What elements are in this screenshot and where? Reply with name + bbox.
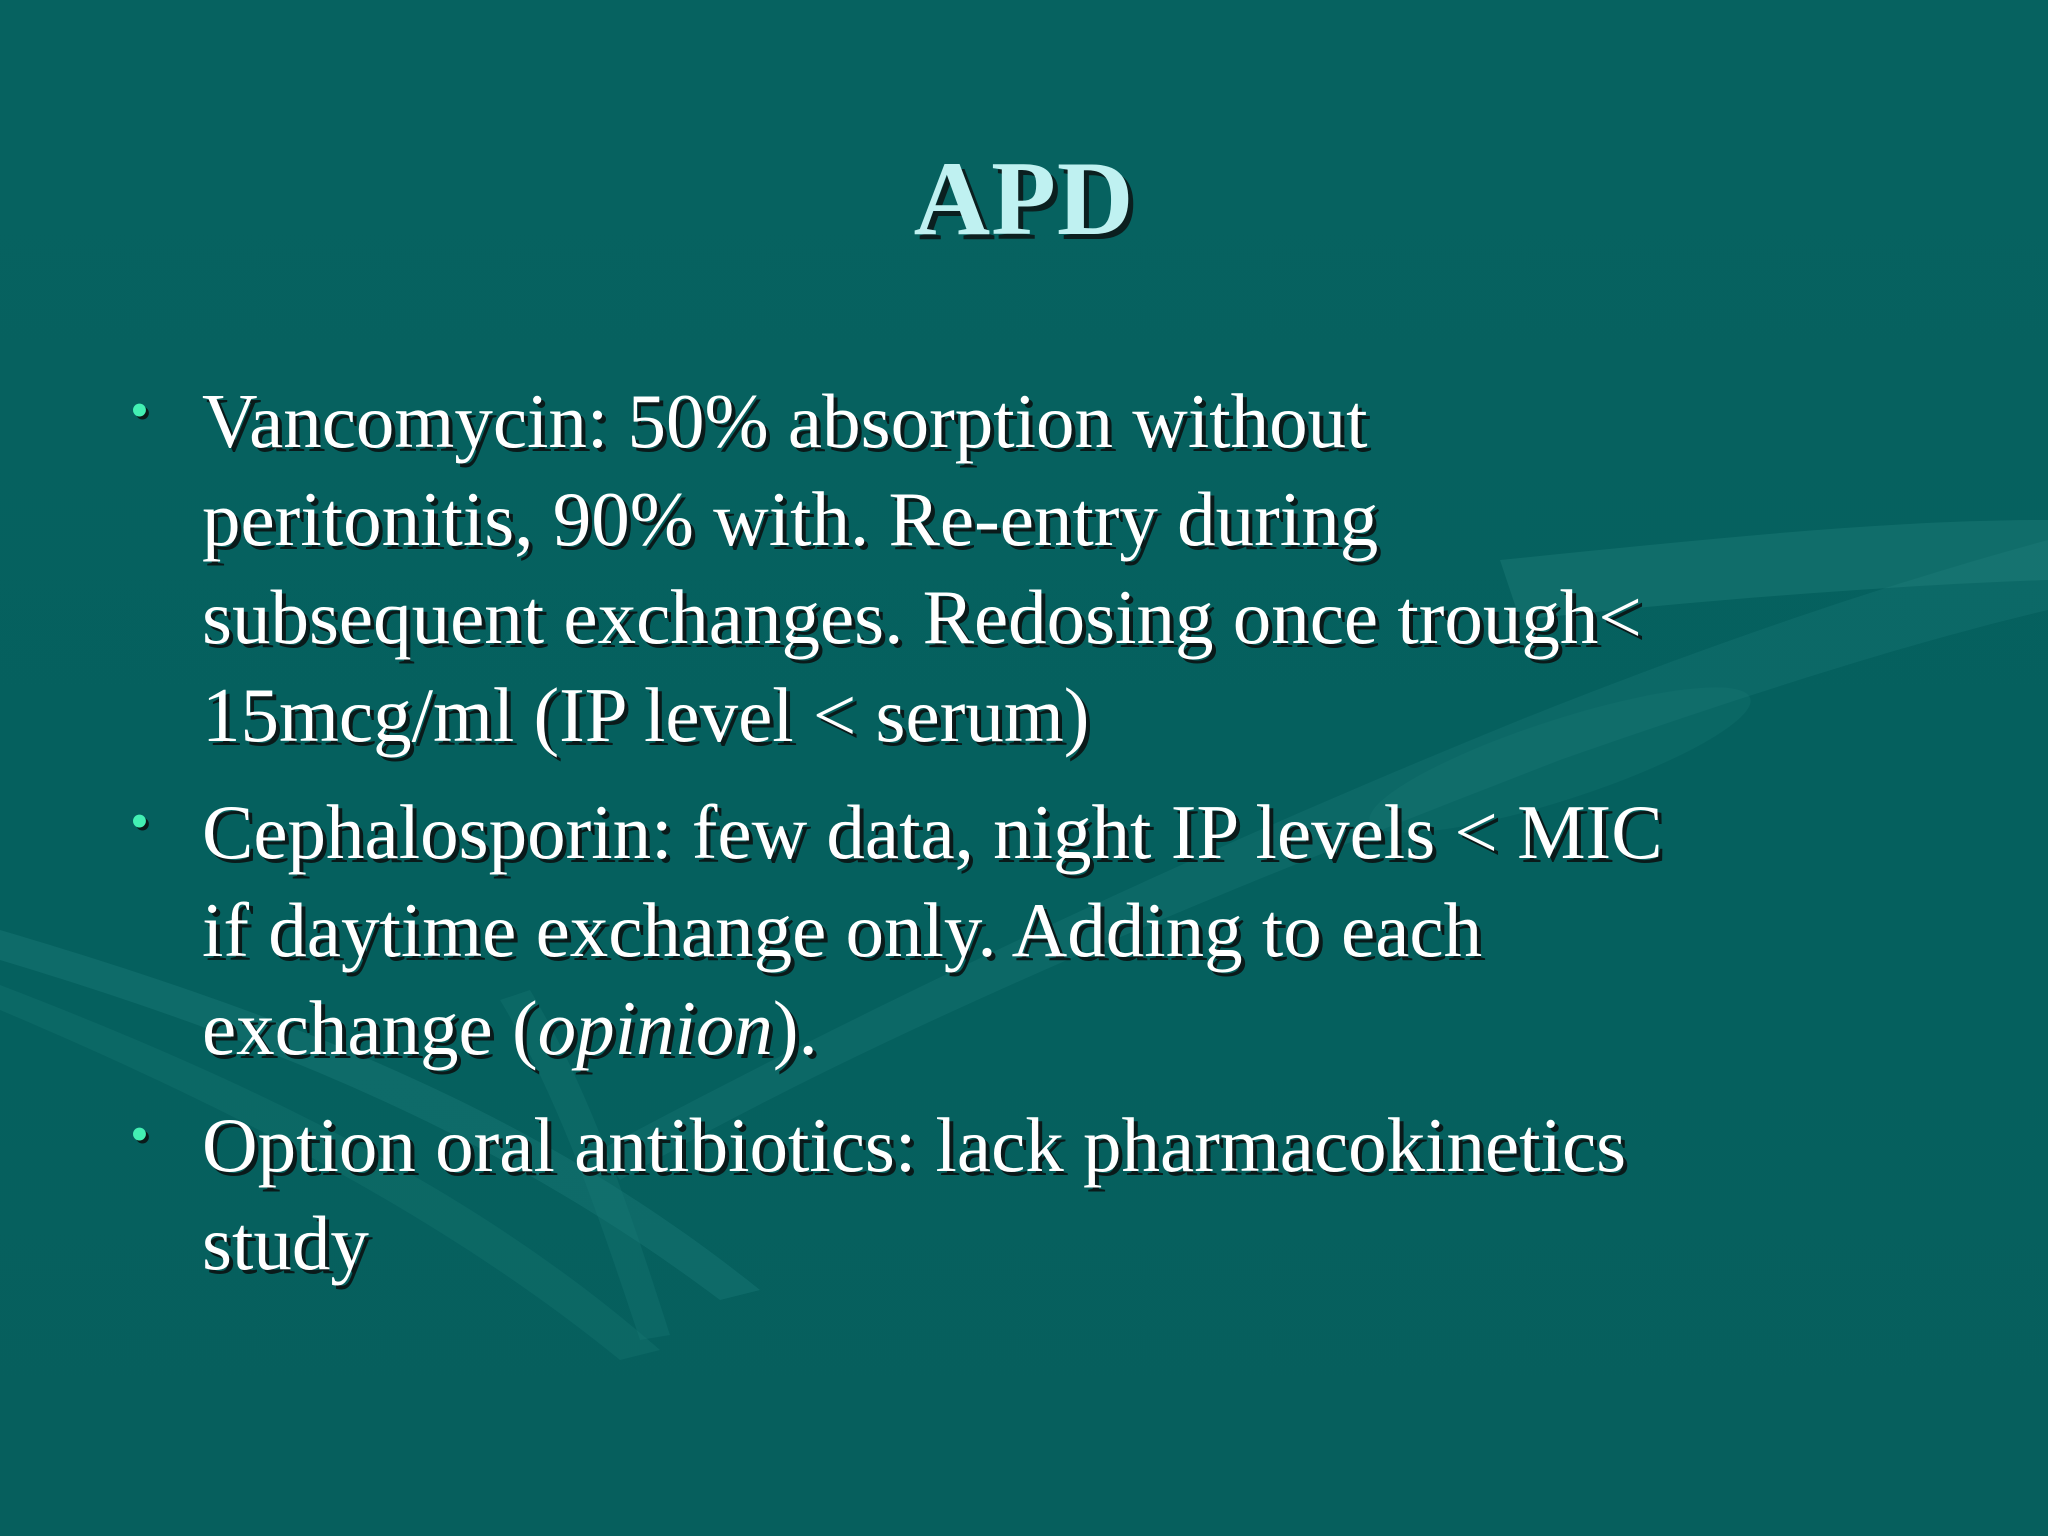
slide-title: APD xyxy=(913,140,1135,257)
bullet-line: peritonitis, 90% with. Re-entry during xyxy=(202,476,1379,562)
bullet-item-oral-antibiotics xyxy=(124,1096,1904,1292)
bullet-line: Vancomycin: 50% absorption without xyxy=(202,378,1368,464)
bullet-dot-icon: • xyxy=(130,380,149,440)
bullet-list xyxy=(124,372,1904,1311)
bullet-text: ). xyxy=(772,985,818,1071)
bullet-item-vancomycin xyxy=(124,372,1904,764)
bullet-italic-text: opinion xyxy=(537,985,773,1071)
bullet-line: Cephalosporin: few data, night IP levels < MIC xyxy=(202,789,1663,875)
bullet-dot-icon: • xyxy=(130,1104,149,1164)
bullet-line: 15mcg/ml (IP level < serum) xyxy=(202,672,1090,758)
bullet-line: if daytime exchange only. Adding to each xyxy=(202,887,1483,973)
bullet-line xyxy=(202,979,1904,1077)
bullet-line: subsequent exchanges. Redosing once trough< xyxy=(202,574,1642,660)
bullet-dot-icon: • xyxy=(130,791,149,851)
bullet-line: study xyxy=(202,1200,369,1286)
bullet-item-cephalosporin xyxy=(124,783,1904,1077)
bullet-line: Option oral antibiotics: lack pharmacokinetics xyxy=(202,1102,1627,1188)
bullet-text: exchange ( xyxy=(202,985,538,1071)
